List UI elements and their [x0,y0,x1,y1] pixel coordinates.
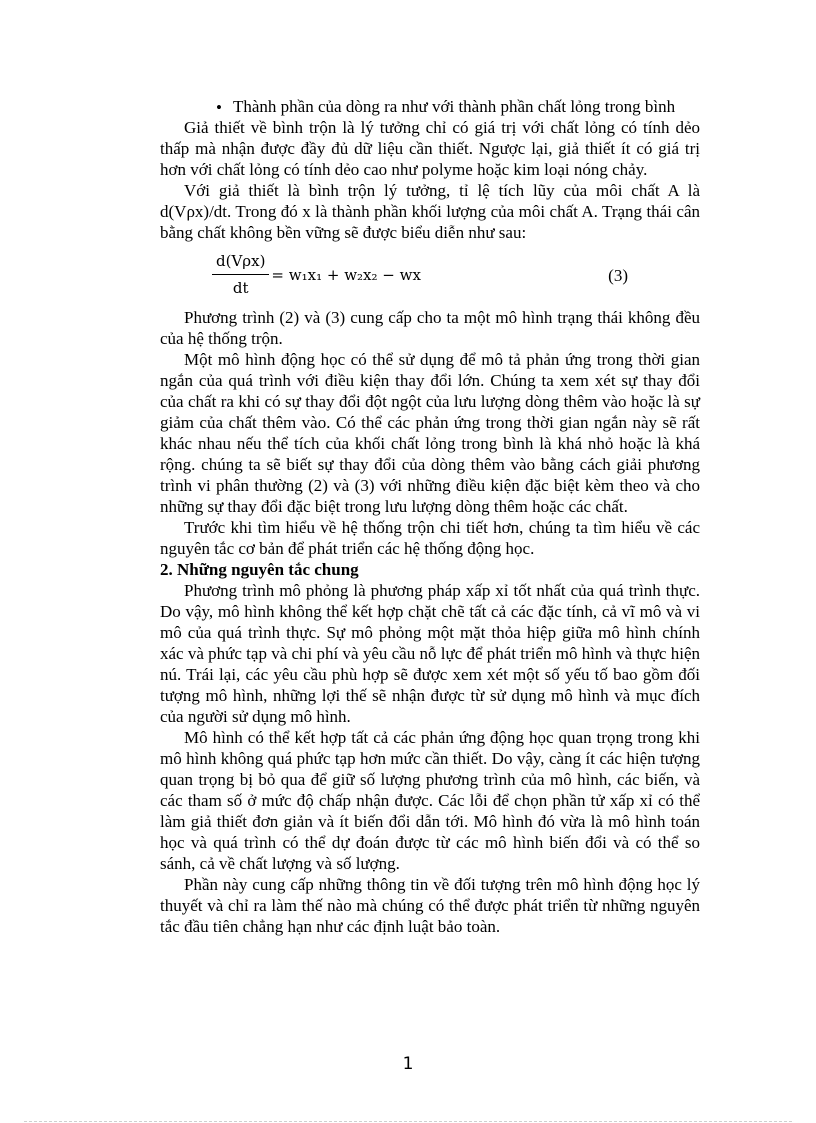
page-bottom-divider [24,1121,792,1122]
paragraph-model-scope: Mô hình có thể kết hợp tất cả các phản ứng động học quan trọng trong khi mô hình không quá phức tạp hơn mức cần thiết. Do vậy, càng ít các hiện tượng quan trọng bị bỏ qua để giữ số lượng phương trình của mô hình, các biến, và các tham số ở mức độ chấp nhận được. Các lỗi để chọn phần tử xấp xỉ có thể làm giả thiết đơn giản và ít biến đổi dẫn tới. Mô hình đó vừa là mô hình toán học và quá trình có thể dự đoán được từ các mô hình biến đổi và có thể so sánh, cả về chất lượng và số lượng. [160,728,700,873]
page-content [160,96,700,937]
equation-denominator: dt [232,279,249,297]
paragraph-section-overview: Phần này cung cấp những thông tin về đối tượng trên mô hình động học lý thuyết và chỉ ra làm thế nào mà chúng có thể được phát triển từ những nguyên tắc đầu tiên chẳng hạn như các định luật bảo toàn. [160,875,700,936]
equation-numerator: d(Vρx) [212,251,269,275]
bullet-dot-icon: • [216,98,222,117]
equation-fraction [212,251,269,299]
paragraph-dynamic-model: Một mô hình động học có thể sử dụng để mô tả phản ứng trong thời gian ngắn của quá trình với điều kiện thay đổi lớn. Chúng ta xem xét sự thay đổi của chất ra khi có sự thay đổi đột ngột của lưu lượng dòng thêm vào hoặc là sự giảm của chất thêm vào. Có thể các phản ứng trong thời gian ngắn này sẽ rất khác nhau nếu thể tích của khối chất lỏng trong bình là khá nhỏ hoặc là khá rộng. chúng ta sẽ biết sự thay đổi của dòng thêm vào bằng cách giải phương trình vi phân thường (2) và (3) với những điều kiện đặc biệt kèm theo và cho những sự thay đổi đặc biệt trong lưu lượng dòng thêm hoặc các chất. [160,350,700,516]
paragraph-model-summary: Phương trình (2) và (3) cung cấp cho ta một mô hình trạng thái không đều của hệ thống trộn. [160,308,700,348]
equation-rhs: = w₁x₁ + w₂x₂ − wx [271,265,421,284]
paragraph-ideal-mixing: Giả thiết về bình trộn là lý tưởng chỉ có giá trị với chất lỏng có tính dẻo thấp mà nhận được đầy đủ dữ liệu cần thiết. Ngược lại, giả thiết ít có giá trị hơn với chất lỏng có tính dẻo cao như polyme hoặc kim loại nóng chảy. [160,118,700,179]
paragraph-simulation: Phương trình mô phỏng là phương pháp xấp xỉ tốt nhất của quá trình thực. Do vậy, mô hình không thể kết hợp chặt chẽ tất cả các đặc tính, cả vĩ mô và vi mô của quá trình thực. Sự mô phỏng một mặt thỏa hiệp giữa mô hình chính xác và phức tạp và chi phí và yêu cầu nỗ lực để phát triển mô hình và thực hiện nú. Trái lại, các yêu cầu phù hợp sẽ được xem xét một số yếu tố bao gồm đối tượng mô hình, những lợi thế sẽ nhận được từ sử dụng mô hình và mục đích của người sử dụng mô hình. [160,581,700,726]
section-heading: 2. Những nguyên tắc chung [160,560,359,579]
bullet-item [160,96,700,117]
equation-number: (3) [608,265,628,285]
equation-3 [160,245,700,305]
bullet-text: Thành phần của dòng ra như với thành phần chất lỏng trong bình [233,97,676,116]
paragraph-transition: Trước khi tìm hiểu về hệ thống trộn chi tiết hơn, chúng ta tìm hiểu về các nguyên tắc cơ bản để phát triển các hệ thống động học. [160,518,700,558]
page-number: 1 [402,1054,414,1074]
paragraph-accumulation: Với giả thiết là bình trộn lý tưởng, tỉ lệ tích lũy của môi chất A là d(Vρx)/dt. Trong đó x là thành phần khối lượng của môi chất A. Trạng thái cân bằng chất không bền vững sẽ được biểu diễn như sau: [160,181,700,242]
